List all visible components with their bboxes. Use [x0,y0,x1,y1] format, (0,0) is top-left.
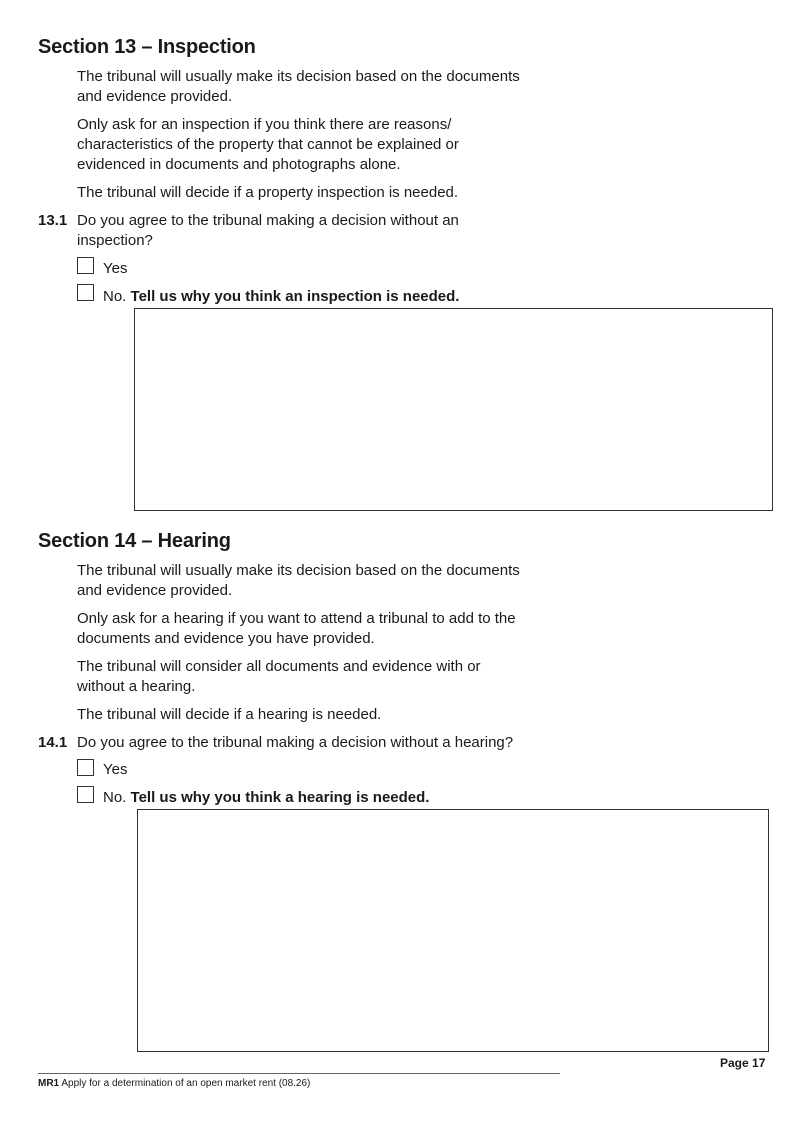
text-line: characteristics of the property that cannot be explained or [77,136,459,153]
text-line: and evidence provided. [77,582,233,599]
question-14-1-text: Do you agree to the tribunal making a decision without a hearing? [77,734,514,751]
text-line: The tribunal will consider all documents and evidence with or [77,658,481,675]
section-13-para-1 [77,67,520,107]
section-13-para-3: The tribunal will decide if a property inspection is needed. [77,184,459,201]
hearing-no-checkbox[interactable] [77,786,94,803]
text-line: Only ask for a hearing if you want to attend a tribunal to add to the [77,610,516,627]
section-13-heading: Section 13 – Inspection [38,36,256,58]
question-13-1-number: 13.1 [38,212,68,229]
section-14-para-2 [77,609,516,649]
form-title: Apply for a determination of an open market rent (08.26) [61,1078,311,1089]
footer-divider [38,1073,560,1074]
inspection-yes-checkbox[interactable] [77,257,94,274]
section-14-para-4: The tribunal will decide if a hearing is needed. [77,706,382,723]
text-line: evidenced in documents and photographs alone. [77,156,401,173]
form-code: MR1 [38,1078,60,1089]
option-no-text: No. [103,789,127,806]
page-number: Page 17 [720,1056,766,1070]
section-14-heading: Section 14 – Hearing [38,530,231,552]
text-line: The tribunal will usually make its decision based on the documents [77,562,520,579]
hearing-no-label [103,788,429,808]
text-line: without a hearing. [77,678,196,695]
section-13-para-2 [77,115,459,175]
text-line: The tribunal will usually make its decision based on the documents [77,68,520,85]
question-14-1-number: 14.1 [38,734,68,751]
inspection-no-label [103,287,459,307]
text-line: Only ask for an inspection if you think there are reasons/ [77,116,452,133]
hearing-reason-textbox[interactable] [137,809,769,1052]
option-no-text: No. [103,288,127,305]
option-no-instruction: Tell us why you think a hearing is needed. [130,789,430,806]
section-14-para-1 [77,561,520,601]
option-no-instruction: Tell us why you think an inspection is needed. [130,288,460,305]
question-13-1-text [77,211,459,251]
inspection-reason-textbox[interactable] [134,308,773,511]
text-line: inspection? [77,232,153,249]
footer-form-title [38,1078,310,1089]
text-line: and evidence provided. [77,88,233,105]
text-line: Do you agree to the tribunal making a decision without an [77,212,459,229]
inspection-yes-label: Yes [103,260,128,277]
hearing-yes-label: Yes [103,761,128,778]
text-line: documents and evidence you have provided. [77,630,375,647]
section-14-para-3 [77,657,481,697]
hearing-yes-checkbox[interactable] [77,759,94,776]
inspection-no-checkbox[interactable] [77,284,94,301]
